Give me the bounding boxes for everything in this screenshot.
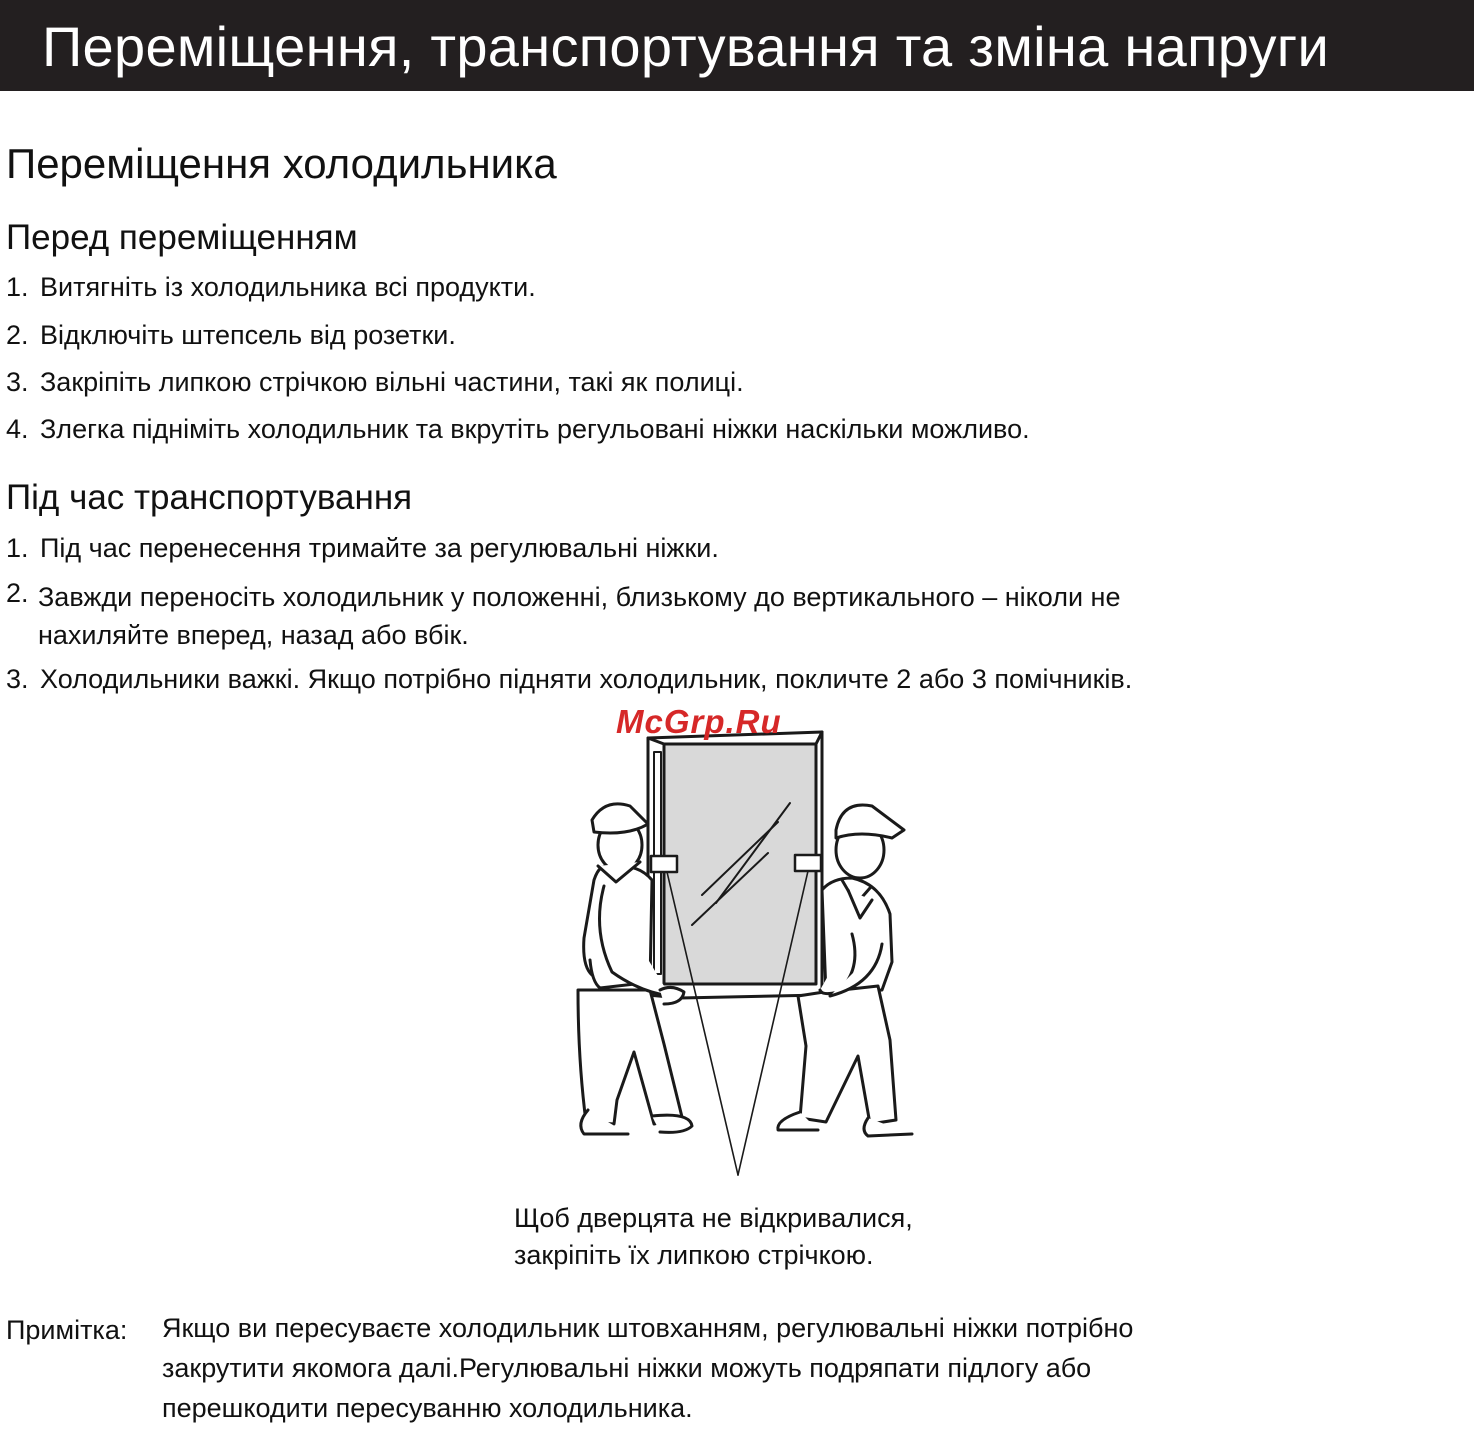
during-transport-item-2: 2. Завжди переносіть холодильник у положенні, близькому до вертикального – ніколи не нахиляйте вперед, назад або вбік. [6,578,1121,650]
tape-caption-line-2: закріпіть їх липкою стрічкою. [514,1240,874,1270]
note-label: Примітка: [6,1315,128,1345]
note-text [162,1308,1362,1428]
during-transport-item-3: 3. Холодильники важкі. Якщо потрібно підняти холодильник, покличте 2 або 3 помічників. [6,664,1133,694]
note-line-3: перешкодити пересуванню холодильника. [162,1393,693,1423]
during-transport-item-1: 1. Під час перенесення тримайте за регулювальні ніжки. [6,533,719,563]
page-title: Переміщення, транспортування та зміна напруги [42,15,1330,78]
tape-caption-line-1: Щоб дверцята не відкривалися, [514,1203,913,1233]
tape-caption [514,1200,913,1274]
note-line-1: Якщо ви пересуваєте холодильник штовханням, регулювальні ніжки потрібно [162,1313,1134,1343]
header-bar [0,0,1474,91]
watermark-text: McGrp.Ru [616,703,782,740]
before-moving-item-3: 3. Закріпіть липкою стрічкою вільні частини, такі як полиці. [6,367,744,397]
before-moving-item-4: 4. Злегка підніміть холодильник та вкрутіть регульовані ніжки наскільки можливо. [6,414,1030,444]
before-moving-heading: Перед переміщенням [6,218,358,257]
note-line-2: закрутити якомога далі.Регулювальні ніжки можуть подряпати підлогу або [162,1353,1092,1383]
before-moving-item-2: 2. Відключіть штепсель від розетки. [6,320,456,350]
during-transport-heading: Під час транспортування [6,478,413,517]
before-moving-item-1: 1. Витягніть із холодильника всі продукти. [6,272,536,302]
section-title: Переміщення холодильника [6,140,557,187]
movers-carrying-fridge-illustration [560,700,930,1190]
